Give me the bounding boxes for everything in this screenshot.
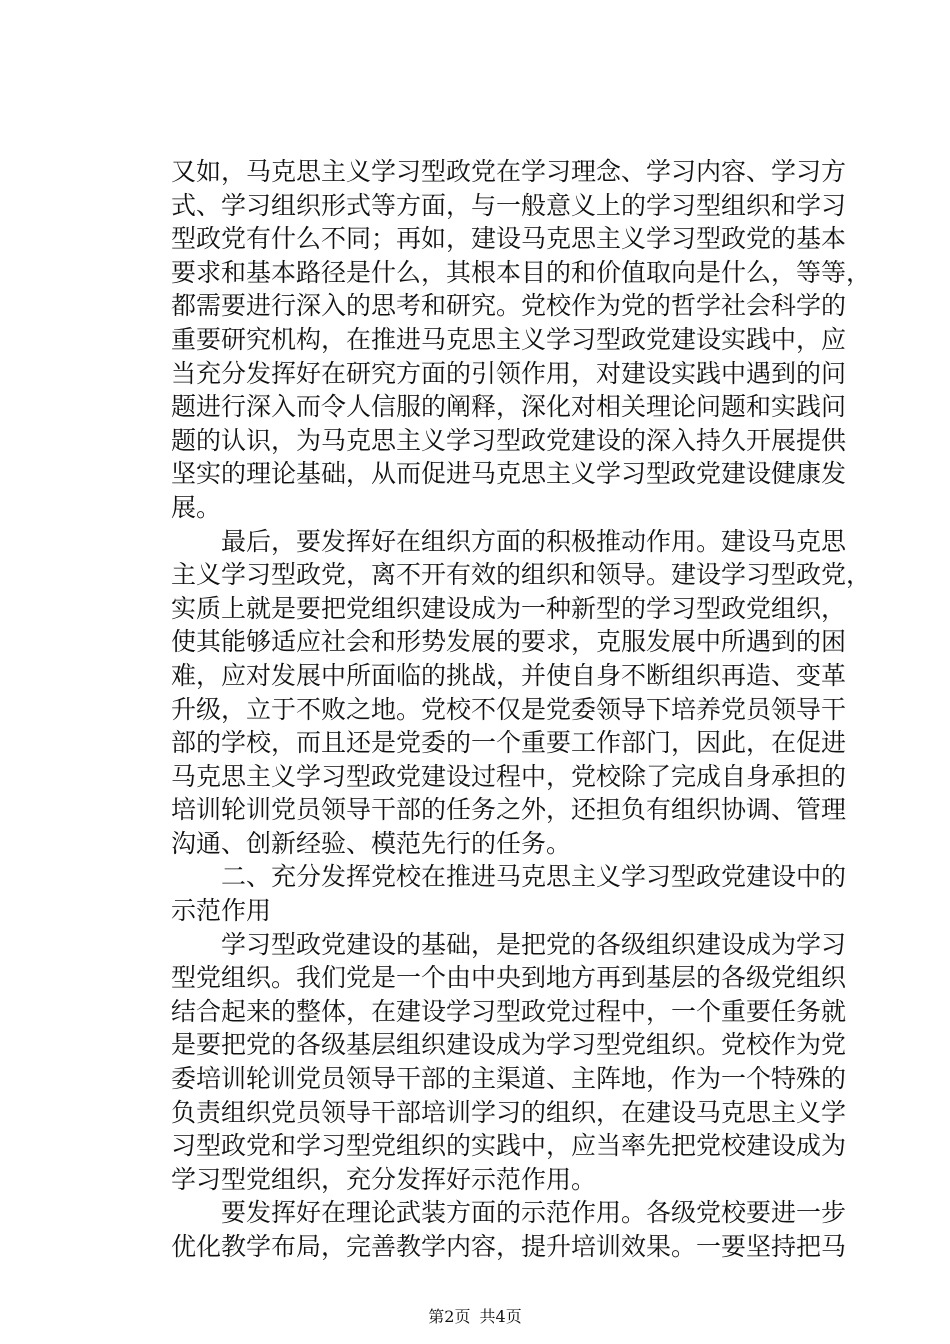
text-line: 又如，马克思主义学习型政党在学习理念、学习内容、学习方 — [171, 157, 847, 186]
text-line: 沟通、创新经验、模范先行的任务。 — [171, 828, 572, 858]
text-line: 型党组织。我们党是一个由中央到地方再到基层的各级党组织 — [171, 963, 847, 993]
text-line: 习型政党和学习型党组织的实践中，应当率先把党校建设成为 — [171, 1131, 847, 1161]
text-line: 是要把党的各级基层组织建设成为学习型党组织。党校作为党 — [171, 1030, 847, 1060]
page-number: 第2页 — [428, 1307, 471, 1326]
text-line: 最后，要发挥好在组织方面的积极推动作用。建设马克思 — [171, 526, 847, 556]
text-line: 马克思主义学习型政党建设过程中，党校除了完成自身承担的 — [171, 761, 847, 791]
text-line: 优化教学布局，完善教学内容，提升培训效果。一要坚持把马 — [171, 1232, 847, 1261]
text-line: 难，应对发展中所面临的挑战，并使自身不断组织再造、变革 — [171, 660, 847, 690]
text-line: 重要研究机构，在推进马克思主义学习型政党建设实践中，应 — [171, 324, 847, 354]
page-footer — [0, 1304, 950, 1327]
text-line: 示范作用 — [171, 896, 272, 926]
text-line: 式、学习组织形式等方面，与一般意义上的学习型组织和学习 — [171, 190, 847, 220]
text-line: 学习型党组织，充分发挥好示范作用。 — [171, 1164, 597, 1194]
text-line: 要发挥好在理论武装方面的示范作用。各级党校要进一步 — [171, 1198, 847, 1228]
document-body — [171, 155, 872, 1264]
text-line: 升级，立于不败之地。党校不仅是党委领导下培养党员领导干 — [171, 694, 847, 724]
text-line: 展。 — [171, 492, 222, 522]
text-line: 要求和基本路径是什么，其根本目的和价值取向是什么，等等， — [171, 257, 872, 287]
text-line: 题的认识，为马克思主义学习型政党建设的深入持久开展提供 — [171, 425, 847, 455]
text-line: 学习型政党建设的基础，是把党的各级组织建设成为学习 — [171, 929, 847, 959]
text-line: 实质上就是要把党组织建设成为一种新型的学习型政党组织， — [171, 593, 847, 623]
text-line: 委培训轮训党员领导干部的主渠道、主阵地，作为一个特殊的 — [171, 1064, 847, 1094]
text-line: 结合起来的整体，在建设学习型政党过程中，一个重要任务就 — [171, 996, 847, 1026]
text-line: 题进行深入而令人信服的阐释，深化对相关理论问题和实践问 — [171, 392, 847, 422]
text-line: 主义学习型政党，离不开有效的组织和领导。建设学习型政党， — [171, 560, 872, 590]
text-line: 培训轮训党员领导干部的任务之外，还担负有组织协调、管理 — [171, 795, 847, 825]
text-line: 二、充分发挥党校在推进马克思主义学习型政党建设中的 — [171, 862, 847, 892]
text-line: 都需要进行深入的思考和研究。党校作为党的哲学社会科学的 — [171, 291, 847, 321]
text-line: 型政党有什么不同；再如，建设马克思主义学习型政党的基本 — [171, 224, 847, 254]
text-line: 负责组织党员领导干部培训学习的组织，在建设马克思主义学 — [171, 1097, 847, 1127]
text-line: 坚实的理论基础，从而促进马克思主义学习型政党建设健康发 — [171, 459, 847, 489]
text-line: 当充分发挥好在研究方面的引领作用，对建设实践中遇到的问 — [171, 358, 847, 388]
page-total: 共4页 — [479, 1307, 522, 1326]
text-line: 部的学校，而且还是党委的一个重要工作部门，因此，在促进 — [171, 728, 847, 758]
text-line: 使其能够适应社会和形势发展的要求，克服发展中所遇到的困 — [171, 627, 847, 657]
